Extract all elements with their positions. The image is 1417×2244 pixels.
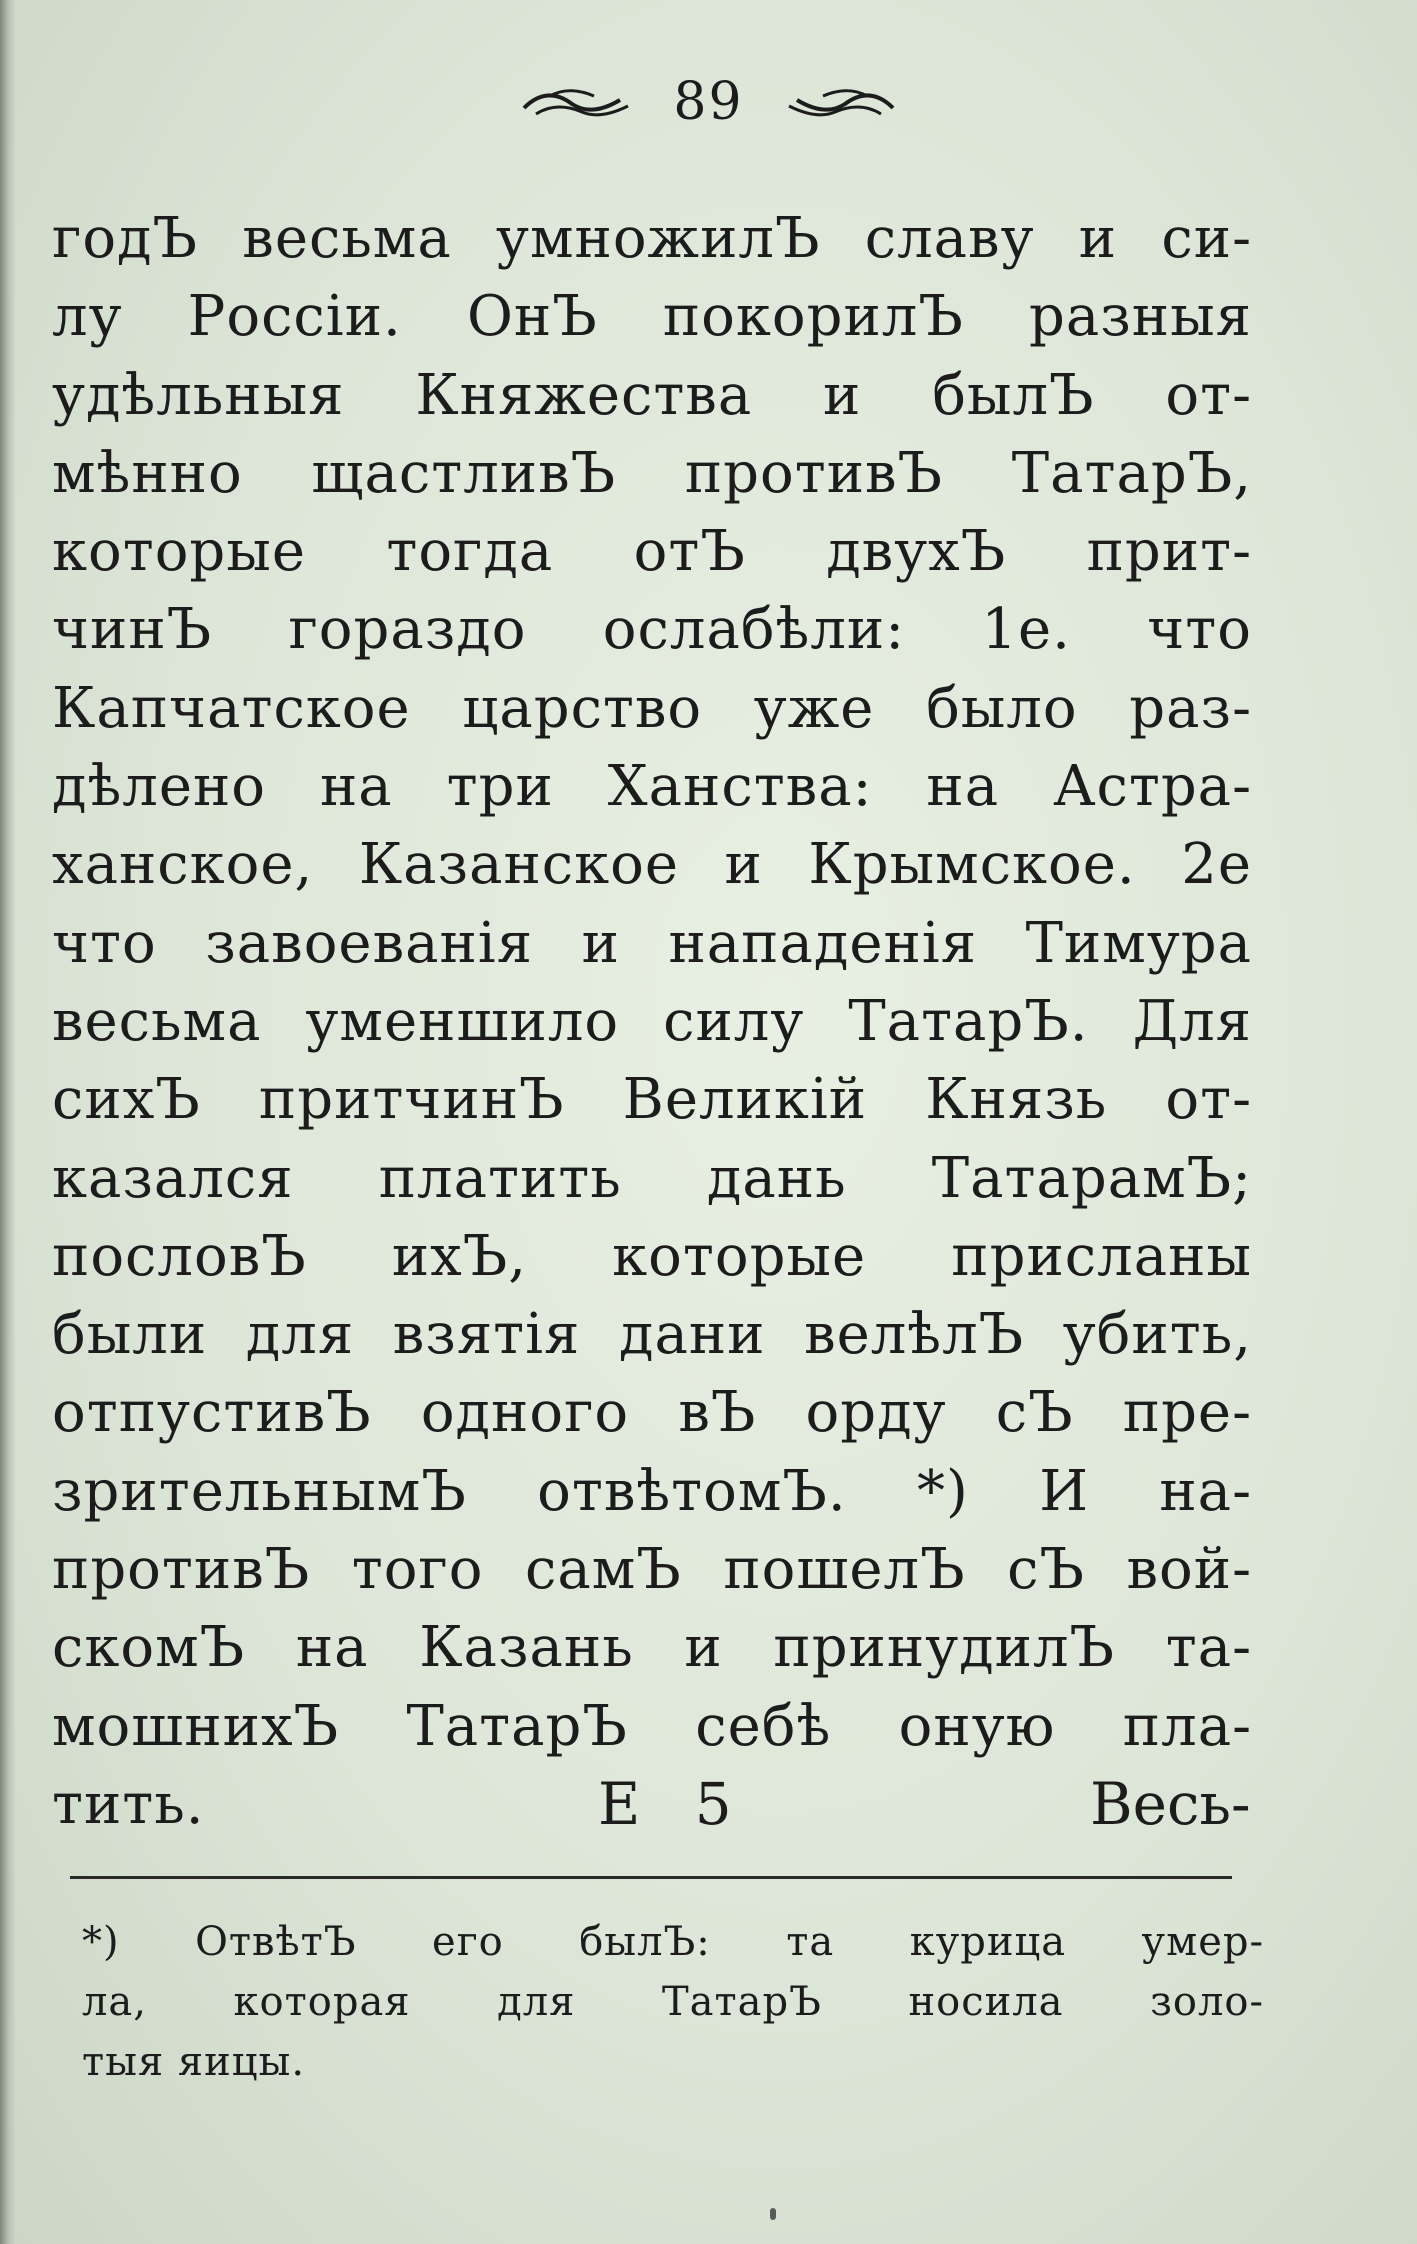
body-line: пословЪ ихЪ, которые присланы (52, 1223, 1252, 1289)
footnote-line: тыя яицы. (82, 2039, 306, 2085)
ornament-left-icon (520, 84, 632, 120)
body-line: что завоеванія и нападенія Тимура (52, 910, 1252, 976)
catchword: Весь- (1090, 1770, 1251, 1838)
footnote-divider (70, 1876, 1232, 1879)
page-header (0, 72, 1417, 142)
body-line: отпустивЪ одного вЪ орду сЪ пре- (52, 1380, 1252, 1446)
footnote (82, 1912, 1264, 2092)
body-line: ханское, Казанское и Крымское. 2е (52, 832, 1252, 898)
body-line: весьма уменшило силу ТатарЪ. Для (52, 988, 1252, 1054)
signature-mark: Е 5 (598, 1770, 750, 1838)
body-line: которые тогда отЪ двухЪ прит- (52, 519, 1252, 585)
body-line: зрительнымЪ отвѣтомЪ. *) И на- (52, 1458, 1252, 1524)
ornament-right-icon (785, 84, 897, 120)
body-line: мѣнно щастливЪ противЪ ТатарЪ, (52, 440, 1252, 506)
body-line: годЪ весьма умножилЪ славу и си- (52, 206, 1252, 271)
footnote-line: ла, которая для ТатарЪ носила золо- (82, 1979, 1264, 2025)
body-text (52, 200, 1252, 1844)
page-number: 89 (673, 72, 744, 132)
body-line: чинЪ гораздо ослабѣли: 1е. что (52, 597, 1252, 663)
body-line: казался платить дань ТатарамЪ; (52, 1145, 1252, 1211)
body-line: тить. (52, 1771, 205, 1837)
body-line: скомЪ на Казань и принудилЪ та- (52, 1615, 1252, 1681)
body-line: противЪ того самЪ пошелЪ сЪ вой- (52, 1537, 1252, 1603)
body-line: удѣльныя Княжества и былЪ от- (52, 362, 1252, 428)
footnote-line: *) ОтвѣтЪ его былЪ: та курица умер- (82, 1919, 1264, 1965)
body-line: Капчатское царство уже было раз- (52, 675, 1252, 741)
body-line: лу Россіи. ОнЪ покорилЪ разныя (52, 284, 1252, 350)
paper-speck (770, 2208, 776, 2220)
body-line: дѣлено на три Ханства: на Астра- (52, 754, 1252, 820)
body-line: сихЪ притчинЪ Великій Князь от- (52, 1067, 1252, 1133)
page-footer-marks (0, 1770, 1417, 1850)
body-line: были для взятія дани велѣлЪ убить, (52, 1302, 1252, 1368)
page-binding-edge (0, 0, 16, 2244)
body-line: мошнихЪ ТатарЪ себѣ оную пла- (52, 1693, 1252, 1759)
